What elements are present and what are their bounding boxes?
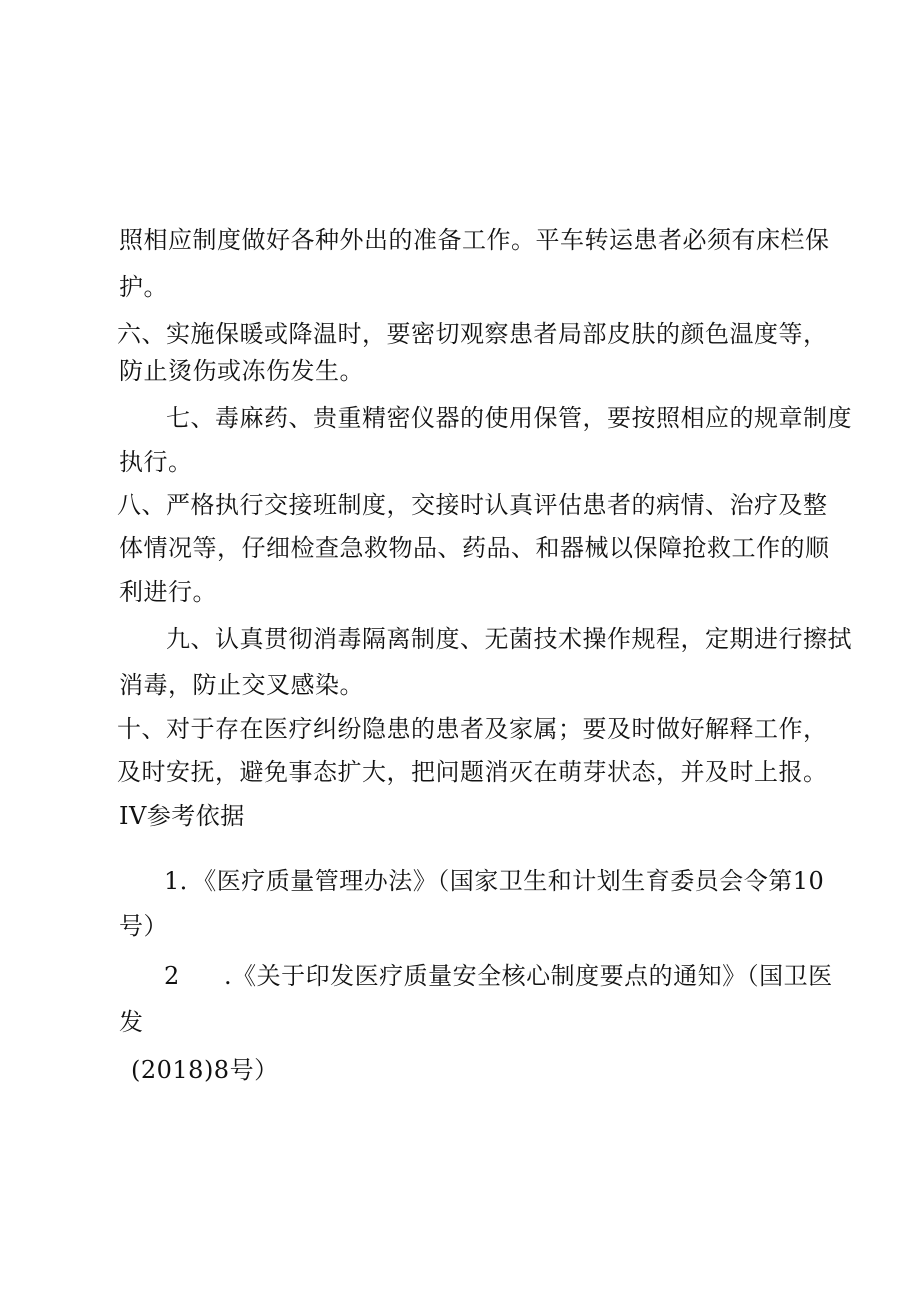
item8-line3: 利进行。	[119, 578, 217, 606]
item8-line1: 八、严格执行交接班制度，交接时认真评估患者的病情、治疗及整	[117, 491, 828, 519]
item5-continuation-line1: 照相应制度做好各种外出的准备工作。平车转运患者必须有床栏保	[119, 226, 830, 254]
reference2-line2: 发	[119, 1008, 144, 1036]
item10-line2: 及时安抚，避免事态扩大，把问题消灭在萌芽状态，并及时上报。	[117, 758, 828, 786]
reference1-line2: 号）	[119, 912, 168, 940]
reference1-line1: 1．《医疗质量管理办法》（国家卫生和计划生育委员会令第10	[164, 867, 825, 895]
section-heading: IV参考依据	[119, 802, 245, 830]
item5-continuation-line2: 护。	[119, 273, 168, 301]
item6-line2: 防止烫伤或冻伤发生。	[119, 357, 364, 385]
item8-line2: 体情况等，仔细检查急救物品、药品、和器械以保障抢救工作的顺	[119, 534, 830, 562]
item9-line2: 消毒，防止交叉感染。	[119, 671, 364, 699]
reference2-number: 2	[164, 962, 180, 990]
item7-line1: 七、毒麻药、贵重精密仪器的使用保管，要按照相应的规章制度	[166, 404, 852, 432]
reference2-line3: (2018)8号）	[131, 1056, 279, 1084]
item7-line2: 执行。	[119, 448, 193, 476]
item6-line1: 六、实施保暖或降温时，要密切观察患者局部皮肤的颜色温度等，	[117, 320, 828, 348]
item9-line1: 九、认真贯彻消毒隔离制度、无菌技术操作规程，定期进行擦拭	[166, 625, 852, 653]
reference2-line1: .《关于印发医疗质量安全核心制度要点的通知》（国卫医	[224, 962, 833, 990]
item10-line1: 十、对于存在医疗纠纷隐患的患者及家属；要及时做好解释工作，	[117, 715, 828, 743]
